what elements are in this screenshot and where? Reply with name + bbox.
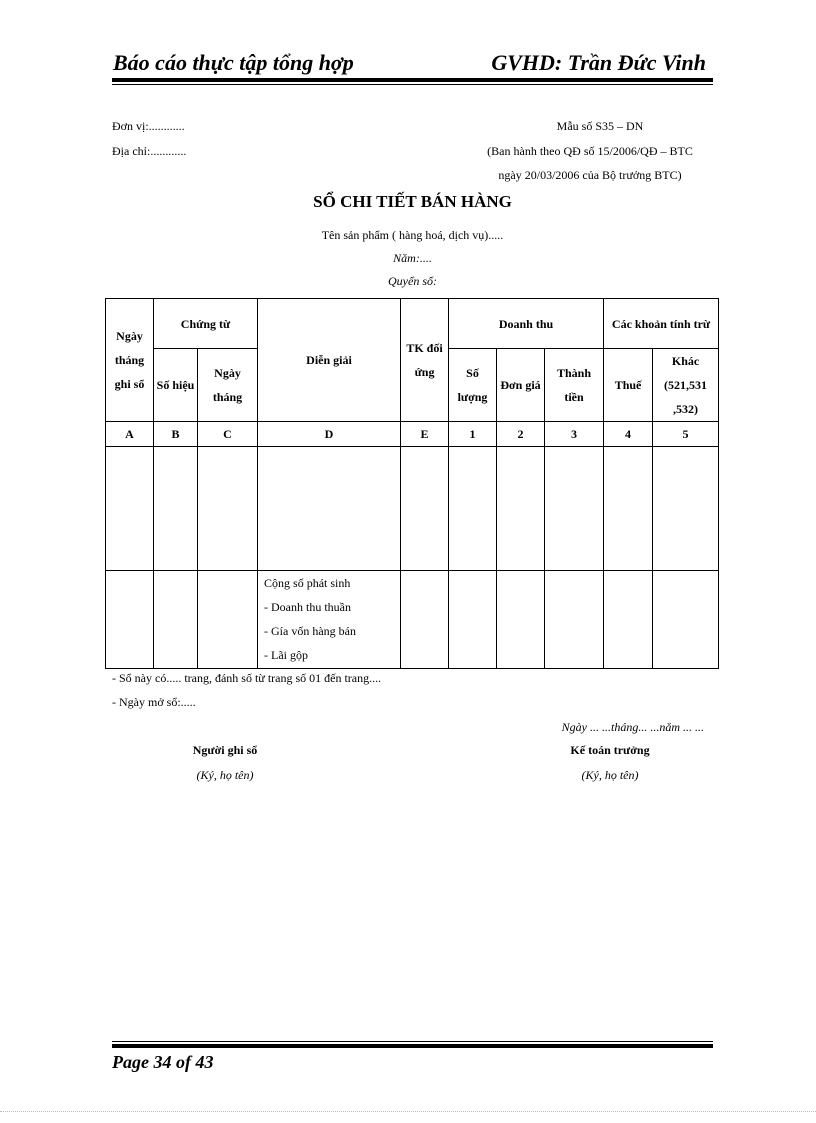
summary-cogs-label: - Gía vốn hàng bán bbox=[264, 624, 356, 638]
column-code: B bbox=[154, 422, 198, 447]
chief-accountant-title: Kế toán trưởng bbox=[570, 743, 650, 757]
header-voucher-date: Ngày tháng bbox=[198, 349, 258, 422]
issued-decision: (Ban hành theo QĐ số 15/2006/QĐ – BTC bbox=[487, 144, 693, 158]
table-cell bbox=[154, 571, 198, 669]
page-bottom-dotted-edge bbox=[0, 1111, 816, 1112]
column-code: 1 bbox=[449, 422, 497, 447]
page-title: SỔ CHI TIẾT BÁN HÀNG bbox=[313, 192, 512, 211]
table-cell bbox=[198, 447, 258, 571]
header-other-deductions: Khác (521,531 ,532) bbox=[653, 349, 719, 422]
summary-total-label: Cộng số phát sinh bbox=[264, 576, 351, 590]
summary-net-revenue-label: - Doanh thu thuần bbox=[264, 600, 351, 614]
column-code: D bbox=[258, 422, 401, 447]
column-code-row bbox=[106, 422, 719, 447]
book-number-line: Quyển số: bbox=[388, 274, 437, 288]
column-code: 3 bbox=[545, 422, 604, 447]
table-cell bbox=[604, 447, 653, 571]
header-rule-thin bbox=[112, 84, 713, 85]
table-cell bbox=[497, 447, 545, 571]
header-revenue-group: Doanh thu bbox=[449, 299, 604, 349]
column-code: 5 bbox=[653, 422, 719, 447]
table-cell bbox=[154, 447, 198, 571]
header-tax: Thuế bbox=[604, 349, 653, 422]
footer-rule-thick bbox=[112, 1044, 713, 1048]
summary-gross-profit-label: - Lãi gộp bbox=[264, 648, 309, 662]
header-quantity: Số lượng bbox=[449, 349, 497, 422]
header-amount: Thành tiền bbox=[545, 349, 604, 422]
table-cell bbox=[401, 447, 449, 571]
page-count-note: - Sổ này có..... trang, đánh số từ trang số 01 đến trang.... bbox=[112, 671, 382, 685]
footer-rule-thin bbox=[112, 1041, 713, 1042]
unit-line: Đơn vị:............ bbox=[112, 119, 185, 133]
table-cell bbox=[545, 571, 604, 669]
table-cell bbox=[106, 571, 154, 669]
header-report-title: Báo cáo thực tập tổng hợp bbox=[113, 50, 354, 75]
table-cell bbox=[449, 571, 497, 669]
header-deductions-group: Các khoản tính trừ bbox=[604, 299, 719, 349]
header-voucher-number: Số hiệu bbox=[154, 349, 198, 422]
header-date-recorded: Ngày tháng ghi sổ bbox=[106, 299, 154, 422]
column-code: 4 bbox=[604, 422, 653, 447]
issued-date: ngày 20/03/2006 của Bộ trưởng BTC) bbox=[498, 168, 682, 182]
header-description: Diễn giải bbox=[258, 299, 401, 422]
table-cell bbox=[198, 571, 258, 669]
entry-row-blank bbox=[106, 447, 719, 571]
table-cell bbox=[258, 447, 401, 571]
column-code: A bbox=[106, 422, 154, 447]
form-number: Mẫu số S35 – DN bbox=[556, 119, 644, 133]
chief-accountant-signature-note: (Ký, họ tên) bbox=[581, 768, 639, 782]
table-cell bbox=[604, 571, 653, 669]
table-cell bbox=[497, 571, 545, 669]
header-unit-price: Đơn giá bbox=[497, 349, 545, 422]
recorder-signature-note: (Ký, họ tên) bbox=[196, 768, 254, 782]
address-line: Địa chỉ:............ bbox=[112, 144, 187, 158]
header-supervisor: GVHD: Trần Đức Vinh bbox=[491, 50, 706, 75]
table-cell bbox=[653, 571, 719, 669]
open-date-note: - Ngày mở sổ:..... bbox=[112, 695, 196, 709]
header-counter-account: TK đối ứng bbox=[401, 299, 449, 422]
table-cell bbox=[653, 447, 719, 571]
year-line: Năm:.... bbox=[393, 251, 432, 265]
summary-description bbox=[258, 571, 401, 669]
table-cell bbox=[545, 447, 604, 571]
table-cell bbox=[449, 447, 497, 571]
column-code: E bbox=[401, 422, 449, 447]
column-code: C bbox=[198, 422, 258, 447]
table-cell bbox=[106, 447, 154, 571]
summary-row bbox=[106, 571, 719, 669]
product-name-line: Tên sản phẩm ( hàng hoá, dịch vụ)..... bbox=[321, 228, 504, 242]
recorder-title: Người ghi sổ bbox=[192, 743, 258, 757]
column-code: 2 bbox=[497, 422, 545, 447]
page-number: Page 34 of 43 bbox=[112, 1052, 214, 1072]
header-rule-thick bbox=[112, 78, 713, 82]
sales-ledger-table bbox=[105, 298, 719, 669]
table-cell bbox=[401, 571, 449, 669]
header-voucher-group: Chứng từ bbox=[154, 299, 258, 349]
signature-date-line: Ngày ... ...tháng... ...năm ... ... bbox=[561, 720, 704, 734]
